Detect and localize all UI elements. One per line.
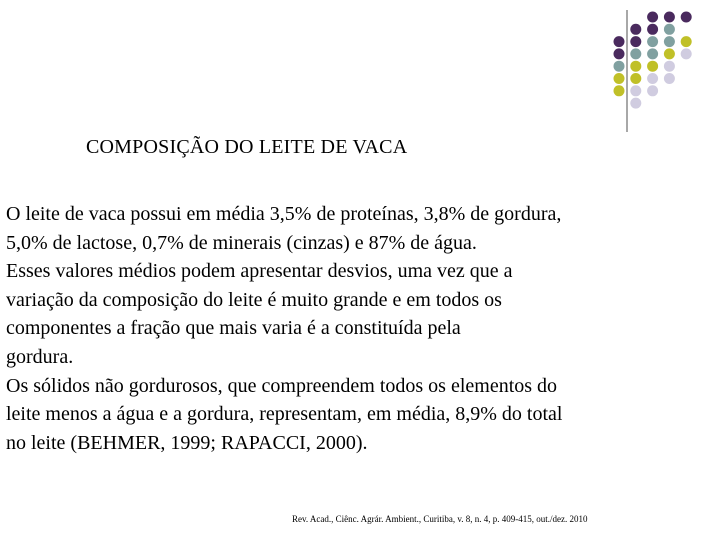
decorative-dot: [630, 85, 641, 96]
decorative-dot: [647, 85, 658, 96]
decorative-dot: [647, 36, 658, 47]
decorative-dot: [681, 12, 692, 23]
decorative-dot: [630, 61, 641, 72]
slide-title: COMPOSIÇÃO DO LEITE DE VACA: [86, 136, 408, 158]
decorative-dot: [630, 48, 641, 59]
decorative-dot: [664, 48, 675, 59]
decorative-dot-grid: [0, 0, 720, 140]
decorative-dot: [664, 73, 675, 84]
decorative-dot: [664, 61, 675, 72]
paragraph-composition: O leite de vaca possui em média 3,5% de proteínas, 3,8% de gordura, 5,0% de lactose, 0,7% de minerais (cinzas) e 87% de água.: [6, 203, 562, 254]
decorative-dot: [614, 36, 625, 47]
decorative-dot: [630, 98, 641, 109]
decorative-dot: [664, 36, 675, 47]
decorative-dot: [630, 73, 641, 84]
decorative-dot: [614, 61, 625, 72]
decorative-dot: [630, 36, 641, 47]
decorative-dot: [681, 36, 692, 47]
decorative-dot: [664, 24, 675, 35]
decorative-dot: [647, 61, 658, 72]
decorative-dot: [614, 85, 625, 96]
decorative-dot: [681, 48, 692, 59]
body-text: [6, 200, 712, 457]
decorative-dot: [647, 73, 658, 84]
decorative-dot: [647, 24, 658, 35]
decorative-dot: [647, 12, 658, 23]
decorative-dot: [647, 48, 658, 59]
decorative-dot: [614, 48, 625, 59]
citation: Rev. Acad., Ciênc. Agrár. Ambient., Curitiba, v. 8, n. 4, p. 409-415, out./dez. 2010: [292, 514, 588, 524]
paragraph-variation: Esses valores médios podem apresentar desvios, uma vez que a variação da composição do leite é muito grande e em todos os componentes a fração que mais varia é a constituída pela gordura.: [6, 260, 513, 368]
decorative-dot: [614, 73, 625, 84]
paragraph-solids: Os sólidos não gordurosos, que compreendem todos os elementos do leite menos a água e a gordura, representam, em média, 8,9% do total no leite (BEHMER, 1999; RAPACCI, 2000).: [6, 374, 563, 454]
decorative-dot: [664, 12, 675, 23]
decorative-dot: [630, 24, 641, 35]
